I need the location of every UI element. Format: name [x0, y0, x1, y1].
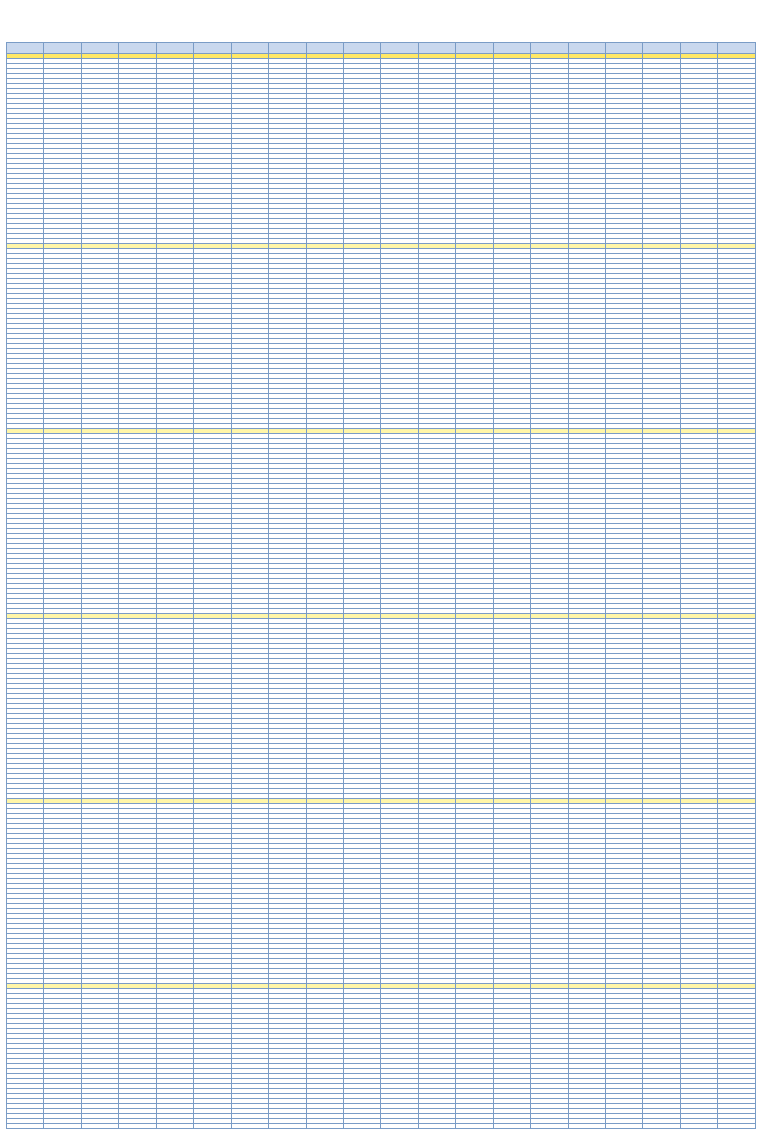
column-header — [44, 43, 81, 54]
table-cell — [568, 1124, 605, 1129]
column-header — [156, 43, 193, 54]
table-cell — [456, 1124, 493, 1129]
column-header — [231, 43, 268, 54]
column-header — [81, 43, 118, 54]
column-header — [269, 43, 306, 54]
column-header — [493, 43, 530, 54]
table-row — [7, 1124, 756, 1129]
column-header — [306, 43, 343, 54]
table-cell — [119, 1124, 156, 1129]
table-cell — [81, 1124, 118, 1129]
table-cell — [7, 1124, 44, 1129]
column-header — [7, 43, 44, 54]
column-header — [119, 43, 156, 54]
table-cell — [269, 1124, 306, 1129]
column-header — [568, 43, 605, 54]
table-cell — [606, 1124, 643, 1129]
table-cell — [718, 1124, 756, 1129]
table-cell — [343, 1124, 380, 1129]
table-cell — [643, 1124, 680, 1129]
column-header — [456, 43, 493, 54]
column-header — [381, 43, 418, 54]
column-header — [643, 43, 680, 54]
data-table — [6, 42, 756, 1129]
column-header — [343, 43, 380, 54]
column-header — [718, 43, 756, 54]
table-body — [7, 59, 756, 1129]
table-cell — [381, 1124, 418, 1129]
table-cell — [531, 1124, 568, 1129]
table-cell — [231, 1124, 268, 1129]
table-cell — [493, 1124, 530, 1129]
table-cell — [44, 1124, 81, 1129]
table-cell — [194, 1124, 231, 1129]
table-header — [7, 43, 756, 59]
column-header — [418, 43, 455, 54]
column-header — [531, 43, 568, 54]
column-header — [194, 43, 231, 54]
table-cell — [680, 1124, 717, 1129]
column-header — [606, 43, 643, 54]
caption-line-2 — [6, 26, 756, 36]
header-row — [7, 43, 756, 54]
document — [6, 6, 756, 1129]
table-cell — [418, 1124, 455, 1129]
table-cell — [156, 1124, 193, 1129]
caption-line-1 — [6, 16, 756, 26]
column-header — [680, 43, 717, 54]
table-cell — [306, 1124, 343, 1129]
document-title — [6, 6, 756, 16]
